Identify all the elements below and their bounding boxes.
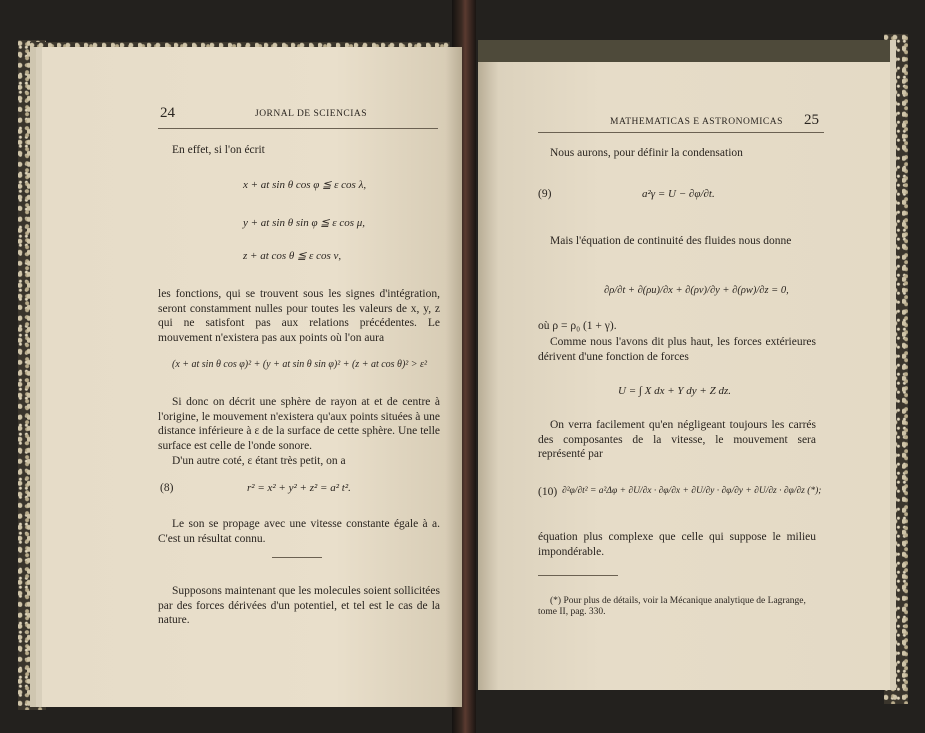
inequality-4: (x + at sin θ cos φ)² + (y + at sin θ sin φ)² + (z + at cos θ)² > ε² bbox=[172, 359, 427, 370]
paragraph-5: Supposons maintenant que les molecules soient sollicitées par des forces dérivées d'un potentiel, et tel est le cas de la nature. bbox=[158, 585, 440, 626]
inequality-1: x + at sin θ cos φ ≦ ε cos λ, bbox=[243, 179, 367, 191]
page-number: 24 bbox=[160, 105, 175, 121]
intro-text: Nous aurons, pour définir la condensation bbox=[550, 147, 743, 159]
paragraph-3: On verra facilement qu'en négligeant toujours les carrés des composantes de la vitesse, le mouvement sera représenté par bbox=[538, 419, 816, 460]
inequality-2: y + at sin θ sin φ ≦ ε cos μ, bbox=[243, 217, 366, 229]
footnote-rule bbox=[538, 575, 618, 576]
equation-9: a²γ = U − ∂φ/∂t. bbox=[642, 188, 715, 200]
force-equation: U = ∫ X dx + Y dy + Z dz. bbox=[618, 385, 731, 397]
running-head: JORNAL DE SCIENCIAS bbox=[255, 109, 368, 119]
inequality-3: z + at cos θ ≦ ε cos ν, bbox=[243, 250, 342, 262]
equation-10: ∂²φ/∂t² = a²Δφ + ∂U/∂x · ∂φ/∂x + ∂U/∂y · ∂φ/∂y + ∂U/∂z · ∂φ/∂z (*); bbox=[562, 486, 822, 496]
header-rule bbox=[538, 132, 824, 133]
right-page bbox=[478, 40, 890, 690]
running-head: MATHEMATICAS E ASTRONOMICAS bbox=[610, 117, 783, 127]
section-rule bbox=[272, 557, 322, 558]
paragraph-2: Comme nous l'avons dit plus haut, les forces extérieures dérivent d'une fonction de forces bbox=[538, 336, 816, 363]
paragraph-4: Le son se propage avec une vitesse constante égale à a. C'est un résultat connu. bbox=[158, 518, 440, 545]
footnote: (*) Pour plus de détails, voir la Mécanique analytique de Lagrange, tome II, pag. 330. bbox=[538, 596, 806, 617]
left-page bbox=[42, 47, 462, 707]
equation-8-label: (8) bbox=[160, 482, 174, 494]
intro-text: En effet, si l'on écrit bbox=[172, 144, 265, 156]
continuity-equation: ∂ρ/∂t + ∂(ρu)/∂x + ∂(ρv)/∂y + ∂(ρw)/∂z = 0, bbox=[604, 285, 789, 296]
equation-9-label: (9) bbox=[538, 188, 552, 200]
page-number: 25 bbox=[804, 112, 819, 128]
equation-10-label: (10) bbox=[538, 486, 558, 498]
paragraph-1: Mais l'équation de continuité des fluides nous donne bbox=[550, 235, 792, 247]
rho-definition: où ρ = ρ₀ (1 + γ). bbox=[538, 320, 617, 332]
paragraph-4: équation plus complexe que celle qui suppose le milieu impondérable. bbox=[538, 531, 816, 558]
paragraph-1: les fonctions, qui se trouvent sous les signes d'intégration, seront constamment nulles pour toutes les valeurs de x, y, z qui ne satisfont pas aux relations précédentes. Le mouvement n'existera pas aux points où l'on aura bbox=[158, 288, 440, 344]
paragraph-2: Si donc on décrit une sphère de rayon at et de centre à l'origine, le mouvement n'existera qu'aux points situées à une distance inférieure à ε de la surface de cette sphère. Une telle surface est celle de l'onde sonore. bbox=[158, 396, 440, 452]
header-rule bbox=[158, 128, 438, 129]
paragraph-3: D'un autre coté, ε étant très petit, on a bbox=[172, 455, 346, 467]
equation-8: r² = x² + y² + z² = a² t². bbox=[247, 482, 351, 494]
